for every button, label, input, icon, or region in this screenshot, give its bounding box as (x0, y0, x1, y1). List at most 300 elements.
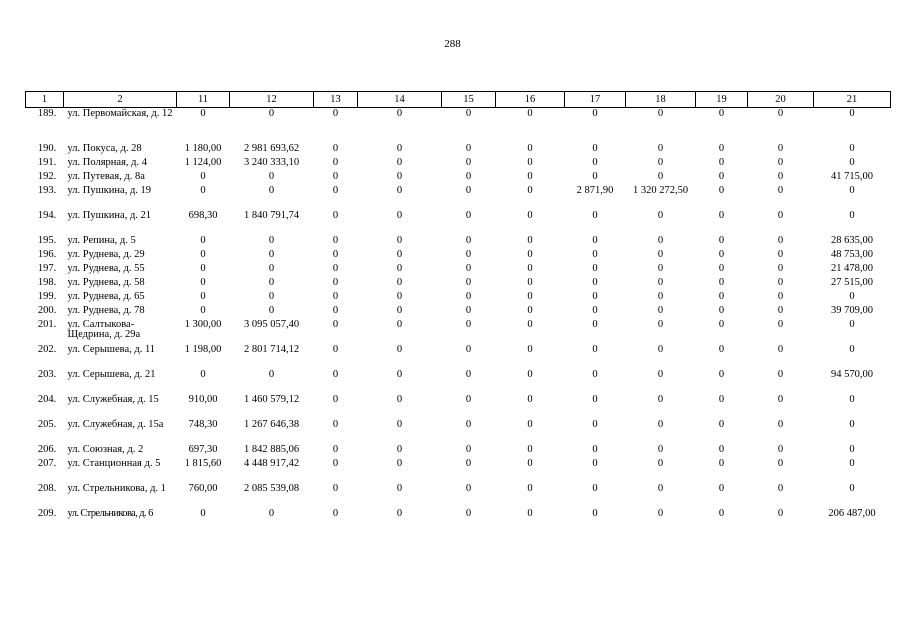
table-row (26, 369, 891, 394)
value-cell-c12: 2 981 693,62 (243, 143, 300, 154)
value-cell-c19: 0 (718, 108, 725, 119)
value-cell-c11: 0 (200, 185, 206, 196)
value-cell-c11: 0 (200, 108, 206, 119)
value-cell-c18: 0 (657, 210, 664, 221)
value-cell-c15: 0 (465, 344, 472, 355)
table-row (26, 143, 891, 157)
value-cell-c12: 0 (268, 249, 275, 260)
value-cell-c20: 0 (777, 344, 784, 355)
value-cell-c13: 0 (332, 108, 339, 119)
value-cell-c16: 0 (527, 249, 533, 260)
row-number: 203. (37, 369, 57, 380)
value-cell-c15: 0 (465, 419, 472, 430)
value-cell-c21: 27 515,00 (831, 277, 873, 288)
value-cell-c17: 0 (592, 108, 598, 119)
address-cell: ул. Руднева, д. 65 (67, 291, 145, 302)
value-cell-c21: 94 570,00 (831, 369, 873, 380)
value-cell-c18: 0 (657, 108, 664, 119)
value-cell-c12: 0 (268, 305, 275, 316)
value-cell-c14: 0 (396, 263, 403, 274)
column-header: 19 (696, 92, 748, 108)
value-cell-c11: 1 124,00 (184, 157, 222, 168)
value-cell-c18: 0 (657, 157, 664, 168)
value-cell-c11: 0 (200, 369, 206, 380)
value-cell-c20: 0 (777, 143, 784, 154)
column-header: 20 (748, 92, 814, 108)
address-cell: ул. Салтыкова-Щедрина, д. 29а (67, 319, 141, 340)
table-row (26, 249, 891, 263)
table-row (26, 235, 891, 249)
value-cell-c13: 0 (332, 143, 339, 154)
value-cell-c12: 1 267 646,38 (243, 419, 300, 430)
row-number: 190. (37, 143, 57, 154)
table-row (26, 210, 891, 235)
address-cell: ул. Серышева, д. 11 (67, 344, 156, 355)
value-cell-c16: 0 (527, 508, 533, 519)
column-header: 14 (358, 92, 442, 108)
value-cell-c16: 0 (527, 143, 533, 154)
value-cell-c19: 0 (718, 305, 725, 316)
value-cell-c18: 0 (657, 249, 664, 260)
value-cell-c17: 0 (592, 291, 598, 302)
value-cell-c21: 28 635,00 (831, 235, 873, 246)
value-cell-c13: 0 (332, 394, 339, 405)
value-cell-c12: 0 (268, 277, 275, 288)
table-row (26, 277, 891, 291)
value-cell-c21: 0 (849, 419, 855, 430)
address-cell: ул. Руднева, д. 55 (67, 263, 145, 274)
value-cell-c15: 0 (465, 305, 472, 316)
value-cell-c12: 2 085 539,08 (243, 483, 300, 494)
table-row (26, 263, 891, 277)
table-row (26, 291, 891, 305)
value-cell-c15: 0 (465, 249, 472, 260)
value-cell-c13: 0 (332, 157, 339, 168)
value-cell-c16: 0 (527, 210, 533, 221)
value-cell-c19: 0 (718, 143, 725, 154)
row-number: 204. (37, 394, 57, 405)
value-cell-c13: 0 (332, 263, 339, 274)
value-cell-c12: 0 (268, 108, 275, 119)
value-cell-c17: 0 (592, 319, 598, 330)
value-cell-c20: 0 (777, 249, 784, 260)
table-row (26, 185, 891, 210)
value-cell-c14: 0 (396, 319, 403, 330)
value-cell-c21: 0 (849, 458, 855, 469)
value-cell-c17: 2 871,90 (576, 185, 614, 196)
value-cell-c15: 0 (465, 143, 472, 154)
value-cell-c15: 0 (465, 291, 472, 302)
address-cell: ул. Путевая, д. 8а (67, 171, 145, 182)
value-cell-c15: 0 (465, 235, 472, 246)
table-row (26, 458, 891, 483)
value-cell-c13: 0 (332, 483, 339, 494)
value-cell-c19: 0 (718, 458, 725, 469)
value-cell-c17: 0 (592, 344, 598, 355)
table-row (26, 108, 891, 144)
value-cell-c20: 0 (777, 157, 784, 168)
table-row (26, 419, 891, 444)
value-cell-c21: 41 715,00 (831, 171, 873, 182)
value-cell-c13: 0 (332, 249, 339, 260)
value-cell-c12: 0 (268, 185, 275, 196)
value-cell-c11: 1 180,00 (184, 143, 222, 154)
value-cell-c16: 0 (527, 369, 533, 380)
value-cell-c19: 0 (718, 210, 725, 221)
address-cell: ул. Руднева, д. 29 (67, 249, 145, 260)
value-cell-c21: 0 (849, 185, 855, 196)
value-cell-c20: 0 (777, 419, 784, 430)
value-cell-c14: 0 (396, 185, 403, 196)
value-cell-c15: 0 (465, 185, 472, 196)
value-cell-c19: 0 (718, 483, 725, 494)
value-cell-c14: 0 (396, 143, 403, 154)
value-cell-c13: 0 (332, 305, 339, 316)
address-cell: ул. Покуса, д. 28 (67, 143, 142, 154)
column-header: 15 (442, 92, 496, 108)
value-cell-c15: 0 (465, 210, 472, 221)
table-row (26, 508, 891, 522)
value-cell-c11: 1 300,00 (184, 319, 222, 330)
page-number: 288 (444, 38, 461, 50)
value-cell-c14: 0 (396, 344, 403, 355)
value-cell-c17: 0 (592, 249, 598, 260)
value-cell-c18: 0 (657, 263, 664, 274)
value-cell-c20: 0 (777, 235, 784, 246)
value-cell-c17: 0 (592, 483, 598, 494)
value-cell-c11: 0 (200, 249, 206, 260)
value-cell-c20: 0 (777, 291, 784, 302)
value-cell-c16: 0 (527, 483, 533, 494)
value-cell-c21: 0 (849, 143, 855, 154)
value-cell-c15: 0 (465, 444, 472, 455)
value-cell-c11: 0 (200, 277, 206, 288)
column-header: 1 (26, 92, 64, 108)
value-cell-c13: 0 (332, 419, 339, 430)
value-cell-c19: 0 (718, 369, 725, 380)
value-cell-c19: 0 (718, 394, 725, 405)
value-cell-c17: 0 (592, 263, 598, 274)
value-cell-c13: 0 (332, 235, 339, 246)
value-cell-c18: 0 (657, 483, 664, 494)
value-cell-c17: 0 (592, 305, 598, 316)
row-number: 206. (37, 444, 57, 455)
value-cell-c17: 0 (592, 369, 598, 380)
value-cell-c12: 1 460 579,12 (243, 394, 300, 405)
value-cell-c19: 0 (718, 344, 725, 355)
value-cell-c21: 0 (849, 394, 855, 405)
value-cell-c18: 0 (657, 171, 664, 182)
value-cell-c15: 0 (465, 157, 472, 168)
value-cell-c19: 0 (718, 157, 725, 168)
value-cell-c18: 1 320 272,50 (632, 185, 689, 196)
row-number: 196. (37, 249, 57, 260)
value-cell-c11: 760,00 (188, 483, 218, 494)
value-cell-c11: 1 815,60 (184, 458, 222, 469)
value-cell-c12: 1 840 791,74 (243, 210, 300, 221)
value-cell-c14: 0 (396, 419, 403, 430)
column-header: 12 (230, 92, 314, 108)
value-cell-c14: 0 (396, 249, 403, 260)
value-cell-c15: 0 (465, 263, 472, 274)
value-cell-c16: 0 (527, 277, 533, 288)
header-row (26, 92, 891, 108)
value-cell-c15: 0 (465, 483, 472, 494)
column-header: 2 (64, 92, 177, 108)
value-cell-c13: 0 (332, 508, 339, 519)
row-number: 194. (37, 210, 57, 221)
value-cell-c20: 0 (777, 458, 784, 469)
value-cell-c19: 0 (718, 508, 725, 519)
address-cell: ул. Первомайская, д. 12 (67, 108, 173, 119)
row-number: 192. (37, 171, 57, 182)
value-cell-c21: 0 (849, 291, 855, 302)
value-cell-c13: 0 (332, 277, 339, 288)
value-cell-c11: 0 (200, 171, 206, 182)
value-cell-c20: 0 (777, 444, 784, 455)
column-header: 21 (814, 92, 891, 108)
value-cell-c11: 0 (200, 291, 206, 302)
value-cell-c12: 1 842 885,06 (243, 444, 300, 455)
value-cell-c14: 0 (396, 369, 403, 380)
value-cell-c19: 0 (718, 235, 725, 246)
value-cell-c18: 0 (657, 444, 664, 455)
value-cell-c15: 0 (465, 319, 472, 330)
value-cell-c16: 0 (527, 263, 533, 274)
table-row (26, 444, 891, 458)
table-row (26, 157, 891, 171)
value-cell-c14: 0 (396, 394, 403, 405)
value-cell-c17: 0 (592, 277, 598, 288)
value-cell-c12: 0 (268, 171, 275, 182)
column-header: 17 (565, 92, 626, 108)
value-cell-c21: 0 (849, 319, 855, 330)
value-cell-c15: 0 (465, 458, 472, 469)
value-cell-c19: 0 (718, 444, 725, 455)
value-cell-c14: 0 (396, 508, 403, 519)
value-cell-c16: 0 (527, 185, 533, 196)
table-row (26, 394, 891, 419)
value-cell-c11: 697,30 (188, 444, 218, 455)
column-header: 11 (177, 92, 230, 108)
value-cell-c12: 0 (268, 235, 275, 246)
row-number: 199. (37, 291, 57, 302)
row-number: 205. (37, 419, 57, 430)
value-cell-c15: 0 (465, 277, 472, 288)
value-cell-c20: 0 (777, 277, 784, 288)
value-cell-c11: 0 (200, 305, 206, 316)
table-row (26, 305, 891, 319)
value-cell-c18: 0 (657, 277, 664, 288)
value-cell-c11: 0 (200, 263, 206, 274)
value-cell-c20: 0 (777, 108, 784, 119)
value-cell-c14: 0 (396, 291, 403, 302)
value-cell-c14: 0 (396, 305, 403, 316)
row-number: 209. (37, 508, 57, 519)
value-cell-c13: 0 (332, 319, 339, 330)
value-cell-c20: 0 (777, 369, 784, 380)
value-cell-c21: 0 (849, 344, 855, 355)
value-cell-c16: 0 (527, 171, 533, 182)
data-table (25, 91, 891, 522)
row-number: 193. (37, 185, 57, 196)
value-cell-c16: 0 (527, 444, 533, 455)
row-number: 197. (37, 263, 57, 274)
value-cell-c19: 0 (718, 263, 725, 274)
value-cell-c14: 0 (396, 157, 403, 168)
value-cell-c14: 0 (396, 108, 403, 119)
value-cell-c18: 0 (657, 344, 664, 355)
value-cell-c11: 0 (200, 235, 206, 246)
value-cell-c15: 0 (465, 108, 472, 119)
row-number: 201. (37, 319, 57, 330)
value-cell-c13: 0 (332, 344, 339, 355)
value-cell-c14: 0 (396, 483, 403, 494)
value-cell-c13: 0 (332, 171, 339, 182)
value-cell-c21: 0 (849, 483, 855, 494)
value-cell-c12: 3 095 057,40 (243, 319, 300, 330)
row-number: 195. (37, 235, 57, 246)
value-cell-c17: 0 (592, 235, 598, 246)
value-cell-c18: 0 (657, 143, 664, 154)
value-cell-c14: 0 (396, 171, 403, 182)
value-cell-c15: 0 (465, 508, 472, 519)
value-cell-c17: 0 (592, 394, 598, 405)
value-cell-c13: 0 (332, 458, 339, 469)
row-number: 198. (37, 277, 57, 288)
address-cell: ул. Руднева, д. 78 (67, 305, 145, 316)
value-cell-c19: 0 (718, 171, 725, 182)
value-cell-c12: 0 (268, 369, 275, 380)
value-cell-c12: 0 (268, 263, 275, 274)
value-cell-c12: 4 448 917,42 (243, 458, 300, 469)
value-cell-c21: 0 (849, 444, 855, 455)
value-cell-c16: 0 (527, 305, 533, 316)
value-cell-c19: 0 (718, 185, 725, 196)
value-cell-c11: 1 198,00 (184, 344, 222, 355)
value-cell-c17: 0 (592, 171, 598, 182)
value-cell-c21: 48 753,00 (831, 249, 873, 260)
value-cell-c18: 0 (657, 458, 664, 469)
value-cell-c12: 0 (268, 508, 275, 519)
value-cell-c18: 0 (657, 508, 664, 519)
value-cell-c13: 0 (332, 444, 339, 455)
table-row (26, 171, 891, 185)
value-cell-c21: 206 487,00 (828, 508, 876, 519)
value-cell-c19: 0 (718, 277, 725, 288)
address-cell: ул. Репина, д. 5 (67, 235, 136, 246)
value-cell-c20: 0 (777, 319, 784, 330)
value-cell-c12: 2 801 714,12 (243, 344, 300, 355)
value-cell-c21: 21 478,00 (831, 263, 873, 274)
value-cell-c20: 0 (777, 394, 784, 405)
value-cell-c20: 0 (777, 508, 784, 519)
value-cell-c18: 0 (657, 305, 664, 316)
value-cell-c18: 0 (657, 319, 664, 330)
column-header: 16 (496, 92, 565, 108)
value-cell-c14: 0 (396, 277, 403, 288)
value-cell-c15: 0 (465, 394, 472, 405)
value-cell-c19: 0 (718, 419, 725, 430)
value-cell-c13: 0 (332, 210, 339, 221)
value-cell-c16: 0 (527, 344, 533, 355)
value-cell-c11: 748,30 (188, 419, 218, 430)
row-number: 208. (37, 483, 57, 494)
value-cell-c18: 0 (657, 235, 664, 246)
address-cell: ул. Стрельникова, д. 1 (67, 483, 166, 494)
row-number: 202. (37, 344, 57, 355)
column-header: 13 (314, 92, 358, 108)
address-cell: ул. Союзная, д. 2 (67, 444, 144, 455)
value-cell-c12: 3 240 333,10 (243, 157, 300, 168)
value-cell-c18: 0 (657, 394, 664, 405)
value-cell-c20: 0 (777, 185, 784, 196)
row-number: 189. (37, 108, 57, 119)
table-body (26, 108, 891, 523)
row-number: 207. (37, 458, 57, 469)
row-number: 200. (37, 305, 57, 316)
value-cell-c16: 0 (527, 419, 533, 430)
value-cell-c18: 0 (657, 291, 664, 302)
address-cell: ул. Серышева, д. 21 (67, 369, 156, 380)
value-cell-c15: 0 (465, 369, 472, 380)
value-cell-c17: 0 (592, 143, 598, 154)
value-cell-c20: 0 (777, 210, 784, 221)
value-cell-c18: 0 (657, 369, 664, 380)
value-cell-c17: 0 (592, 157, 598, 168)
value-cell-c21: 0 (849, 210, 855, 221)
value-cell-c15: 0 (465, 171, 472, 182)
value-cell-c14: 0 (396, 444, 403, 455)
column-header: 18 (626, 92, 696, 108)
value-cell-c17: 0 (592, 444, 598, 455)
value-cell-c21: 0 (849, 108, 855, 119)
value-cell-c19: 0 (718, 249, 725, 260)
value-cell-c17: 0 (592, 419, 598, 430)
value-cell-c11: 698,30 (188, 210, 218, 221)
value-cell-c20: 0 (777, 171, 784, 182)
value-cell-c13: 0 (332, 291, 339, 302)
table-row (26, 319, 891, 344)
address-cell: ул. Станционная д. 5 (67, 458, 161, 469)
value-cell-c17: 0 (592, 508, 598, 519)
address-cell: ул. Полярная, д. 4 (67, 157, 147, 168)
address-cell: ул. Служебная, д. 15 (67, 394, 159, 405)
value-cell-c13: 0 (332, 369, 339, 380)
address-cell: ул. Руднева, д. 58 (67, 277, 145, 288)
value-cell-c13: 0 (332, 185, 339, 196)
value-cell-c20: 0 (777, 305, 784, 316)
value-cell-c14: 0 (396, 458, 403, 469)
value-cell-c19: 0 (718, 291, 725, 302)
address-cell: ул. Пушкина, д. 21 (67, 210, 152, 221)
value-cell-c19: 0 (718, 319, 725, 330)
value-cell-c20: 0 (777, 263, 784, 274)
address-cell: ул. Служебная, д. 15а (67, 419, 164, 430)
value-cell-c16: 0 (527, 458, 533, 469)
table-row (26, 483, 891, 508)
value-cell-c11: 0 (200, 508, 206, 519)
value-cell-c11: 910,00 (188, 394, 218, 405)
value-cell-c16: 0 (527, 394, 533, 405)
value-cell-c16: 0 (527, 291, 533, 302)
value-cell-c17: 0 (592, 458, 598, 469)
value-cell-c16: 0 (527, 157, 533, 168)
value-cell-c16: 0 (527, 235, 533, 246)
value-cell-c21: 39 709,00 (831, 305, 873, 316)
address-cell: ул. Пушкина, д. 19 (67, 185, 152, 196)
row-number: 191. (37, 157, 57, 168)
